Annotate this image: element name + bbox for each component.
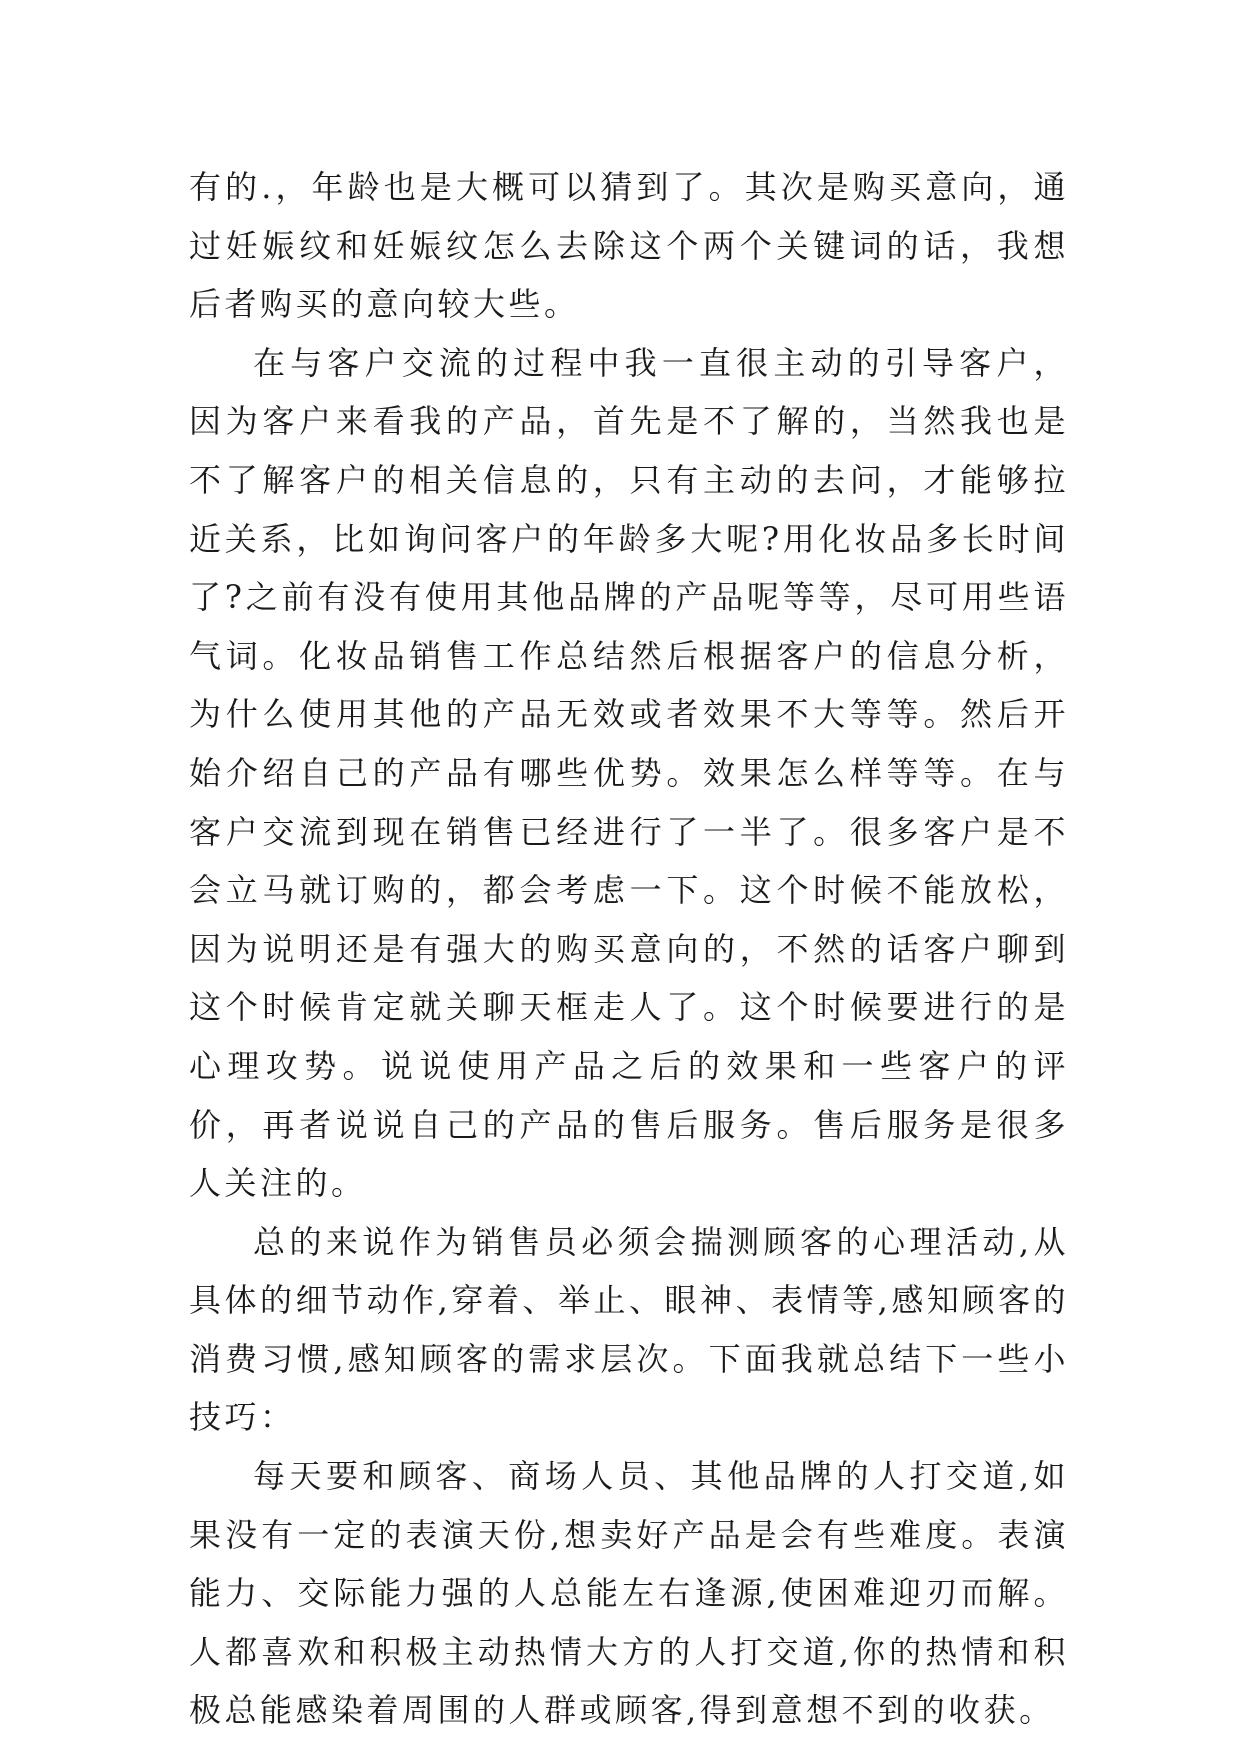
paragraph-2: 在与客户交流的过程中我一直很主动的引导客户，因为客户来看我的产品，首先是不了解的，当然我也是不了解客户的相关信息的，只有主动的去问，才能够拉近关系，比如询问客户的年龄多大呢?用化妆品多长时间了?之前有没有使用其他品牌的产品呢等等，尽可用些语气词。化妆品销售工作总结然后根据客户的信息分析，为什么使用其他的产品无效或者效果不大等等。然后开始介绍自己的产品有哪些优势。效果怎么样等等。在与客户交流到现在销售已经进行了一半了。很多客户是不会立马就订购的，都会考虑一下。这个时候不能放松，因为说明还是有强大的购买意向的，不然的话客户聊到这个时候肯定就关聊天框走人了。这个时候要进行的是心理攻势。说说使用产品之后的效果和一些客户的评价，再者说说自己的产品的售后服务。售后服务是很多人关注的。: [189, 343, 1069, 1203]
paragraph-4: 每天要和顾客、商场人员、其他品牌的人打交道,如果没有一定的表演天份,想卖好产品是会有些难度。表演能力、交际能力强的人总能左右逢源,使困难迎刃而解。人都喜欢和积极主动热情大方的人打交道,你的热情和积极总能感染着周围的人群或顾客,得到意想不到的收获。: [189, 1457, 1069, 1730]
body-text: [189, 158, 1069, 1740]
paragraph-1: 有的.，年龄也是大概可以猜到了。其次是购买意向，通过妊娠纹和妊娠纹怎么去除这个两个关键词的话，我想后者购买的意向较大些。: [189, 168, 1069, 324]
paragraph-3: 总的来说作为销售员必须会揣测顾客的心理活动,从具体的细节动作,穿着、举止、眼神、表情等,感知顾客的消费习惯,感知顾客的需求层次。下面我就总结下一些小技巧：: [189, 1222, 1069, 1437]
